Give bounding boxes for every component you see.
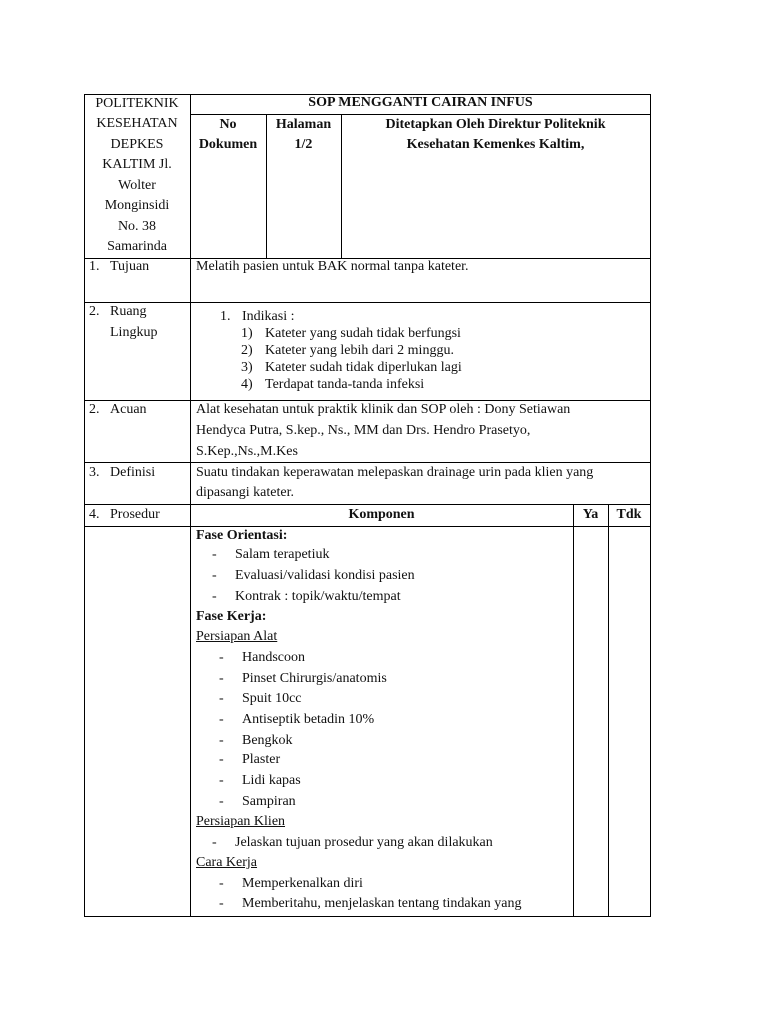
row-label: Ruang (110, 304, 147, 319)
list-item: Salam terapetiuk (235, 547, 330, 562)
list-item: Lidi kapas (242, 773, 301, 788)
grid-line (608, 504, 609, 917)
list-item: Terdapat tanda-tanda infeksi (265, 377, 425, 392)
col-header-komponen: Komponen (348, 507, 415, 522)
list-number: 3) (241, 360, 253, 375)
row-number: 3. (89, 465, 100, 480)
list-item: Kateter yang lebih dari 2 minggu. (265, 343, 454, 358)
row-number: 2. (89, 304, 100, 319)
institution-line: KESEHATAN (96, 116, 178, 131)
row-number: 4. (89, 507, 100, 522)
dash: - (219, 712, 224, 727)
dash: - (219, 752, 224, 767)
list-number: 2) (241, 343, 253, 358)
definisi-text: Suatu tindakan keperawatan melepaskan drainage urin pada klien yang (196, 465, 594, 480)
fase-kerja-heading: Fase Kerja: (196, 609, 267, 624)
list-item: Sampiran (242, 794, 296, 809)
grid-line (84, 526, 651, 527)
document-title: SOP MENGGANTI CAIRAN INFUS (308, 95, 533, 110)
acuan-text: Hendyca Putra, S.kep., Ns., MM dan Drs. Hendro Prasetyo, (196, 423, 531, 438)
dash: - (219, 691, 224, 706)
ditetapkan-label: Kesehatan Kemenkes Kaltim, (406, 137, 585, 152)
indikasi-label: Indikasi : (242, 309, 295, 324)
list-item: Evaluasi/validasi kondisi pasien (235, 568, 415, 583)
row-number: 1. (89, 259, 100, 274)
no-dokumen-label: Dokumen (198, 137, 258, 152)
list-item: Bengkok (242, 733, 293, 748)
institution-line: Samarinda (107, 239, 167, 254)
halaman-label: Halaman (275, 117, 332, 132)
halaman-value: 1/2 (294, 137, 313, 152)
row-label: Acuan (110, 402, 147, 417)
list-item: Jelaskan tujuan prosedur yang akan dilakukan (235, 835, 493, 850)
dash: - (219, 896, 224, 911)
fase-orientasi-heading: Fase Orientasi: (196, 528, 288, 543)
persiapan-klien-heading: Persiapan Klien (196, 814, 286, 829)
dash: - (219, 876, 224, 891)
tujuan-text: Melatih pasien untuk BAK normal tanpa kateter. (196, 259, 469, 274)
institution-line: Monginsidi (104, 198, 170, 213)
list-item: Kateter yang sudah tidak berfungsi (265, 326, 461, 341)
row-label: Lingkup (110, 325, 158, 340)
grid-line (84, 916, 651, 917)
col-header-ya: Ya (582, 507, 599, 522)
list-item: Memperkenalkan diri (242, 876, 363, 891)
persiapan-alat-heading: Persiapan Alat (196, 629, 278, 644)
list-number: 1) (241, 326, 253, 341)
list-item: Plaster (242, 752, 281, 767)
ditetapkan-label: Ditetapkan Oleh Direktur Politeknik (385, 117, 606, 132)
row-number: 2. (89, 402, 100, 417)
dash: - (219, 650, 224, 665)
grid-line (84, 302, 651, 303)
grid-line (573, 504, 574, 917)
indikasi-number: 1. (220, 309, 231, 324)
row-label: Prosedur (110, 507, 160, 522)
cara-kerja-heading: Cara Kerja (196, 855, 258, 870)
dash: - (212, 589, 217, 604)
institution-line: DEPKES (110, 137, 164, 152)
acuan-text: Alat kesehatan untuk praktik klinik dan SOP oleh : Dony Setiawan (196, 402, 571, 417)
dash: - (219, 733, 224, 748)
col-header-tdk: Tdk (616, 507, 642, 522)
list-item: Memberitahu, menjelaskan tentang tindakan yang (242, 896, 522, 911)
institution-line: KALTIM Jl. (102, 157, 172, 172)
no-dokumen-label: No (219, 117, 237, 132)
institution-line: No. 38 (117, 219, 157, 234)
dash: - (212, 568, 217, 583)
dash: - (212, 835, 217, 850)
dash: - (219, 773, 224, 788)
list-item: Pinset Chirurgis/anatomis (242, 671, 387, 686)
list-item: Handscoon (242, 650, 305, 665)
list-item: Kontrak : topik/waktu/tempat (235, 589, 401, 604)
list-number: 4) (241, 377, 253, 392)
dash: - (212, 547, 217, 562)
list-item: Antiseptik betadin 10% (242, 712, 375, 727)
institution-line: Wolter (118, 178, 156, 193)
row-label: Definisi (110, 465, 156, 480)
dash: - (219, 671, 224, 686)
row-label: Tujuan (110, 259, 150, 274)
institution-line: POLITEKNIK (95, 96, 179, 111)
list-item: Spuit 10cc (242, 691, 302, 706)
list-item: Kateter sudah tidak diperlukan lagi (265, 360, 462, 375)
acuan-text: S.Kep.,Ns.,M.Kes (196, 444, 298, 459)
grid-line (650, 94, 651, 917)
dash: - (219, 794, 224, 809)
definisi-text: dipasangi kateter. (196, 485, 294, 500)
